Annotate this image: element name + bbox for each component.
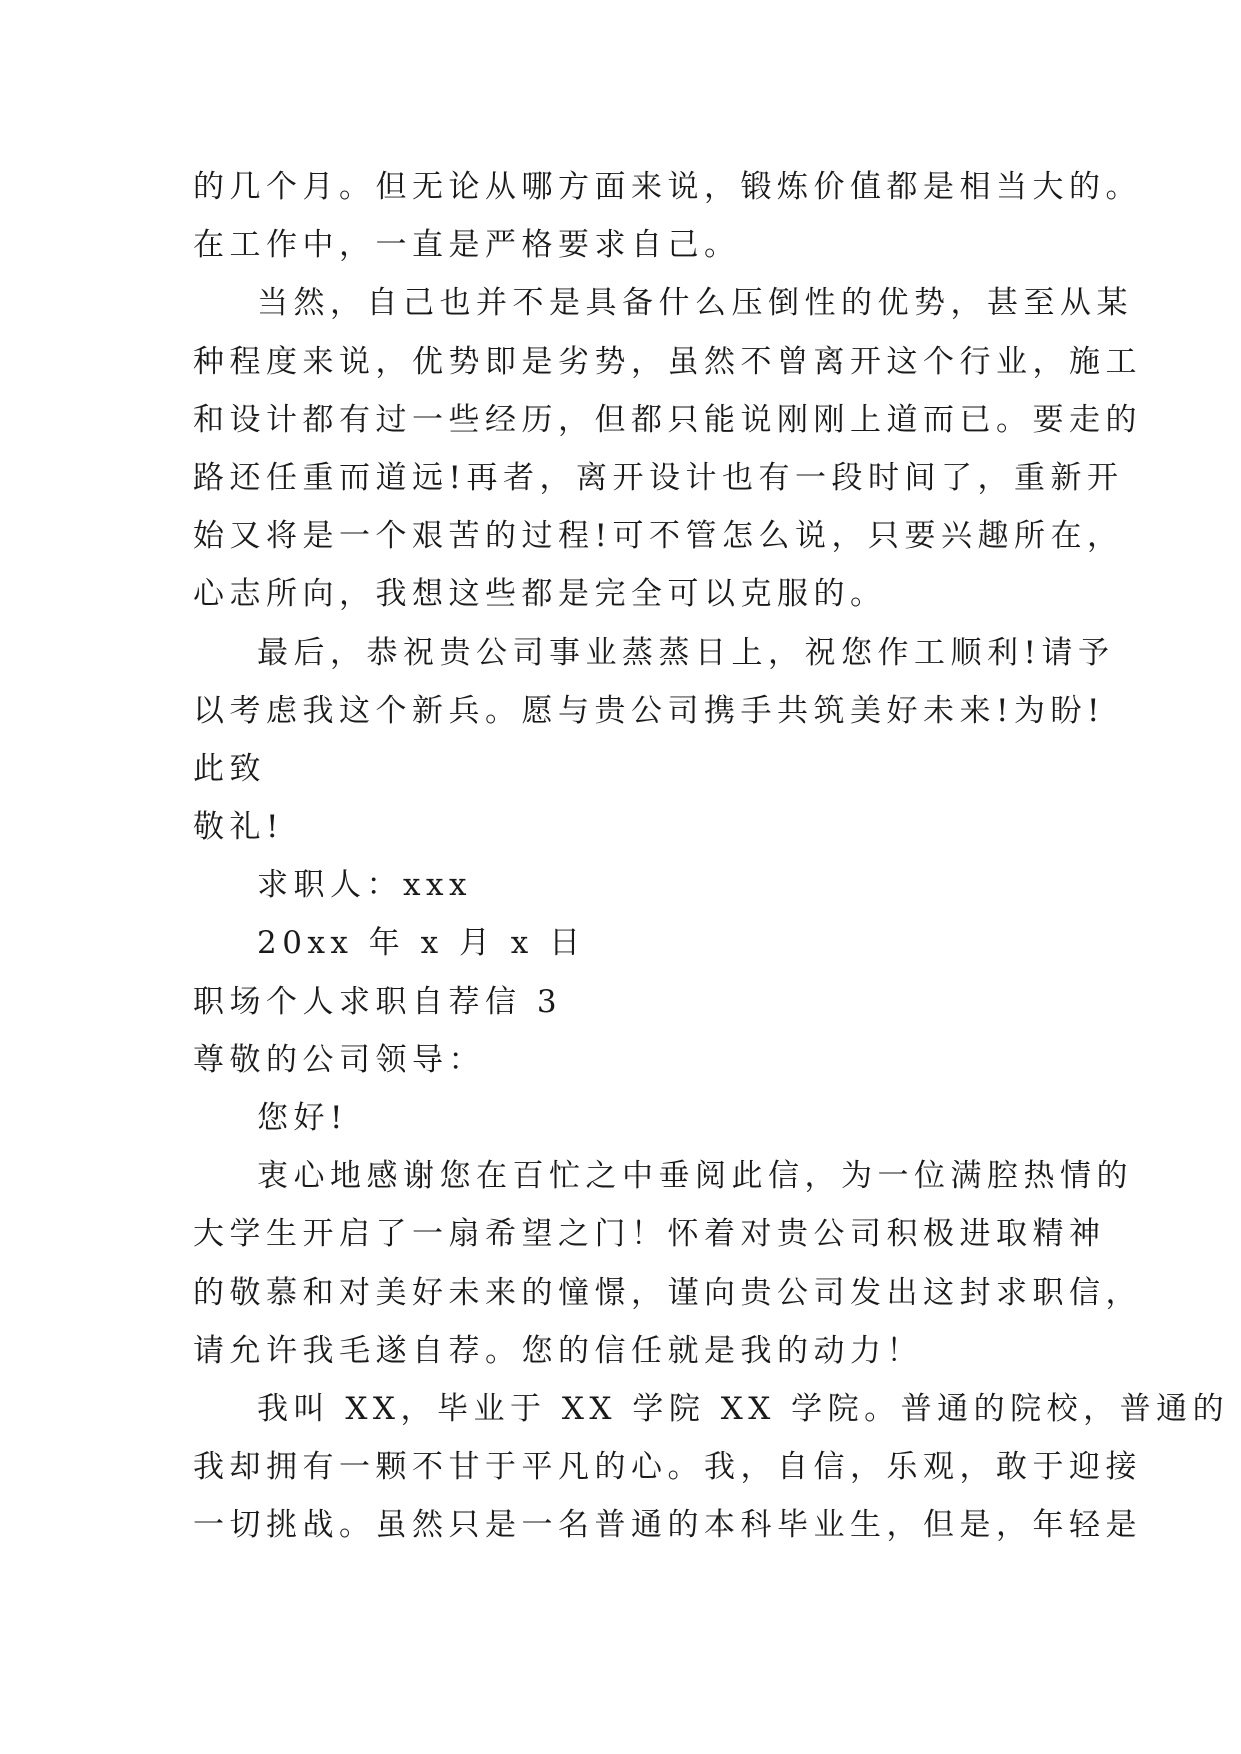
- text-line: 和设计都有过一些经历，但都只能说刚刚上道而已。要走的: [193, 401, 1142, 438]
- text-line: 大学生开启了一扇希望之门！怀着对贵公司积极进取精神: [193, 1216, 1106, 1253]
- text-line: 种程度来说，优势即是劣势，虽然不曾离开这个行业，施工: [193, 343, 1142, 380]
- text-line: 以考虑我这个新兵。愿与贵公司携手共筑美好未来!为盼!: [193, 692, 1105, 729]
- text-line: 一切挑战。虽然只是一名普通的本科毕业生，但是，年轻是: [193, 1507, 1142, 1544]
- text-line: 我叫 XX，毕业于 XX 学院 XX 学院。普通的院校，普通的: [257, 1390, 1230, 1427]
- document-body: [193, 158, 1230, 1555]
- text-line: 您好!: [257, 1100, 348, 1136]
- text-line: 此致: [193, 750, 266, 787]
- text-line: 请允许我毛遂自荐。您的信任就是我的动力！: [193, 1332, 923, 1369]
- text-line: 我却拥有一颗不甘于平凡的心。我，自信，乐观，敢于迎接: [193, 1449, 1142, 1486]
- text-line: 当然，自己也并不是具备什么压倒性的优势，甚至从某: [257, 285, 1133, 322]
- text-line: 尊敬的公司领导：: [193, 1041, 485, 1078]
- text-line: 20xx 年 x 月 x 日: [257, 925, 586, 962]
- text-line: 衷心地感谢您在百忙之中垂阅此信，为一位满腔热情的: [257, 1158, 1133, 1195]
- text-line: 职场个人求职自荐信 3: [193, 983, 563, 1020]
- text-line: 心志所向，我想这些都是完全可以克服的。: [193, 576, 887, 613]
- text-line: 最后，恭祝贵公司事业蒸蒸日上，祝您作工顺利!请予: [257, 634, 1115, 671]
- text-line: 求职人：xxx: [257, 867, 472, 904]
- text-line: 路还任重而道远!再者，离开设计也有一段时间了，重新开: [193, 459, 1124, 496]
- text-line: 始又将是一个艰苦的过程!可不管怎么说，只要兴趣所在，: [193, 518, 1124, 555]
- text-line: 敬礼!: [193, 809, 284, 846]
- text-line: 的敬慕和对美好未来的憧憬，谨向贵公司发出这封求职信，: [193, 1274, 1142, 1311]
- text-line: 的几个月。但无论从哪方面来说，锻炼价值都是相当大的。: [193, 169, 1142, 205]
- text-line: 在工作中，一直是严格要求自己。: [193, 227, 741, 264]
